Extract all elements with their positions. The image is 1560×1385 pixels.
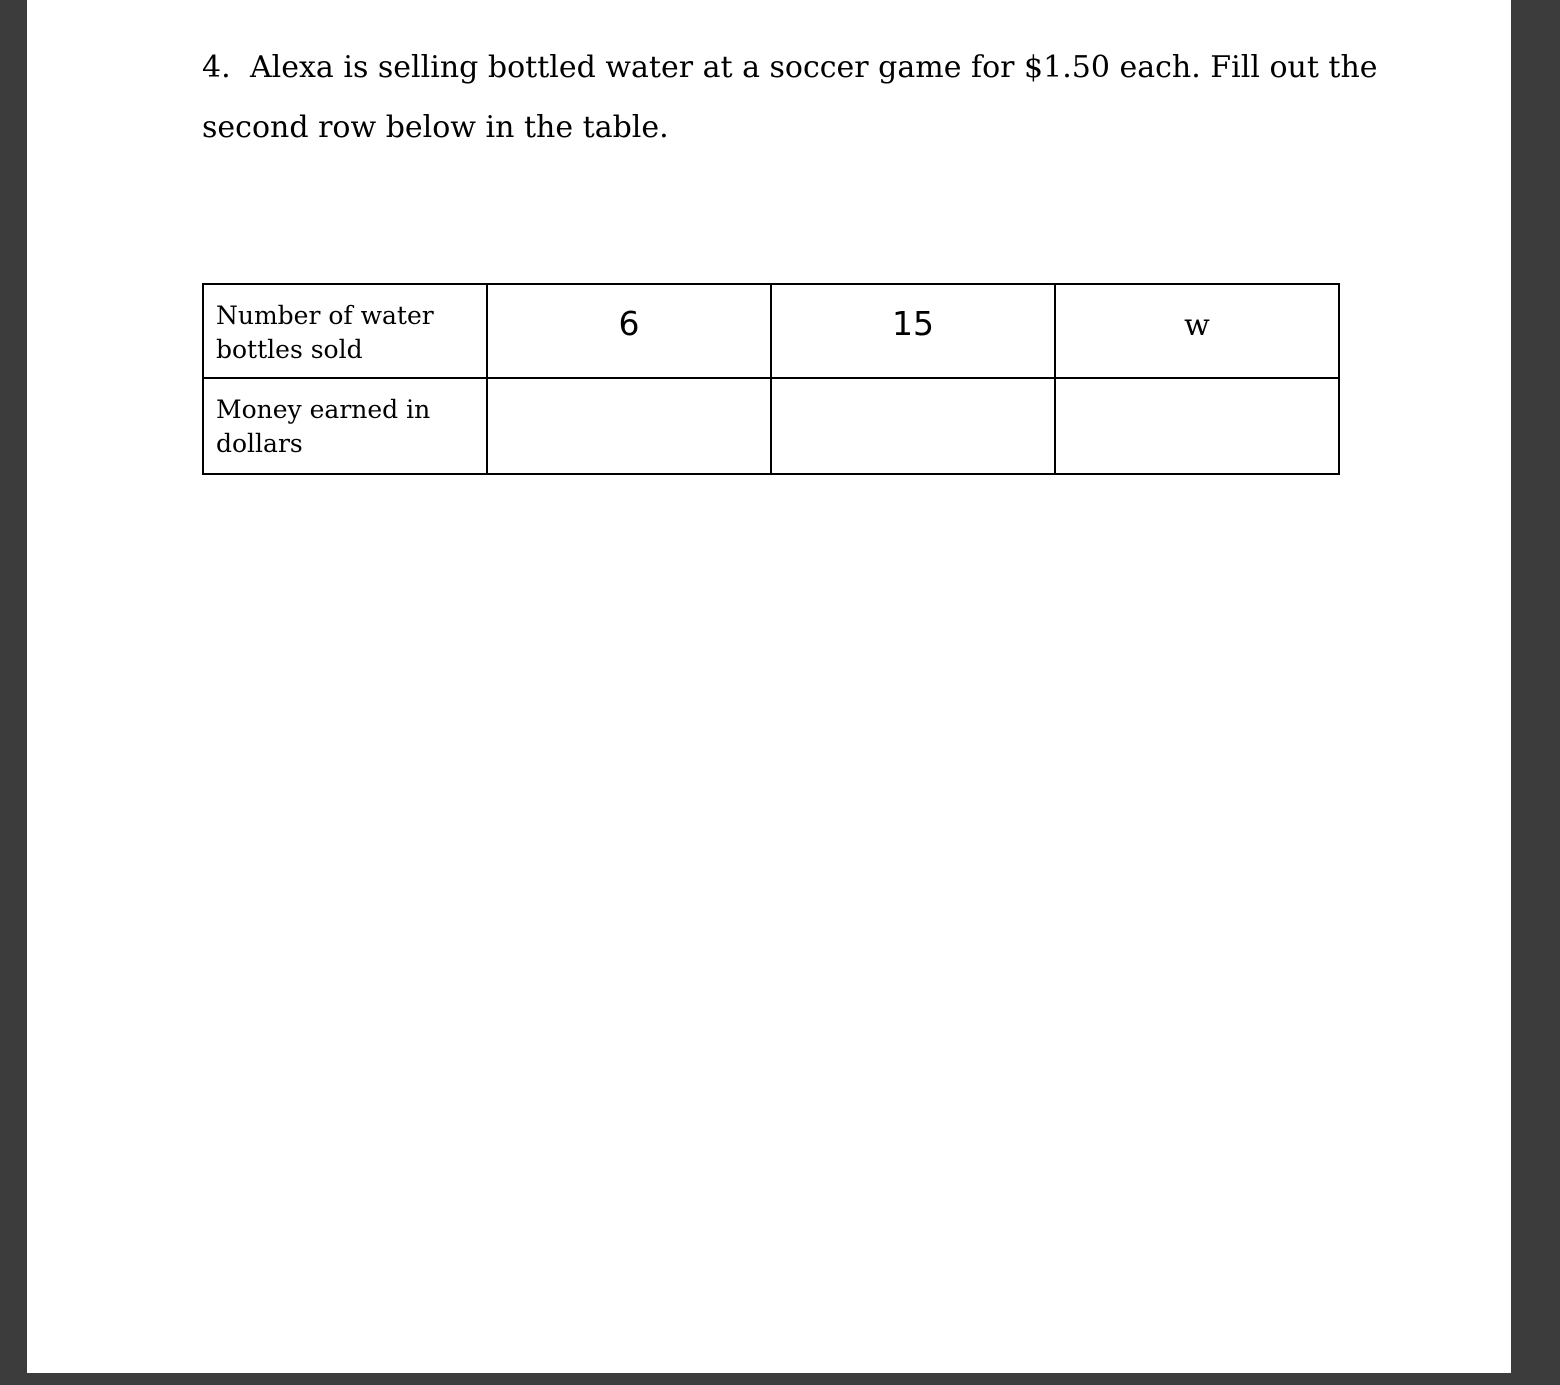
row-label-money: Money earned in dollars xyxy=(203,378,487,474)
question-text xyxy=(202,38,1378,158)
question-line-1-text: Alexa is selling bottled water at a soccer game for $1.50 each. Fill out the xyxy=(250,50,1378,85)
table-row-money xyxy=(203,378,1339,474)
row-label-bottles: Number of water bottles sold xyxy=(203,284,487,378)
money-cell-1[interactable] xyxy=(487,378,771,474)
question-line-1 xyxy=(202,38,1378,98)
money-cell-3[interactable] xyxy=(1055,378,1339,474)
water-sales-table xyxy=(202,283,1340,475)
bottles-cell-3: w xyxy=(1055,284,1339,378)
question-number: 4. xyxy=(202,50,231,85)
bottles-cell-2: 15 xyxy=(771,284,1055,378)
bottles-cell-1: 6 xyxy=(487,284,771,378)
table-row-bottles xyxy=(203,284,1339,378)
money-cell-2[interactable] xyxy=(771,378,1055,474)
document-page xyxy=(27,0,1511,1373)
question-line-2: second row below in the table. xyxy=(202,110,669,145)
